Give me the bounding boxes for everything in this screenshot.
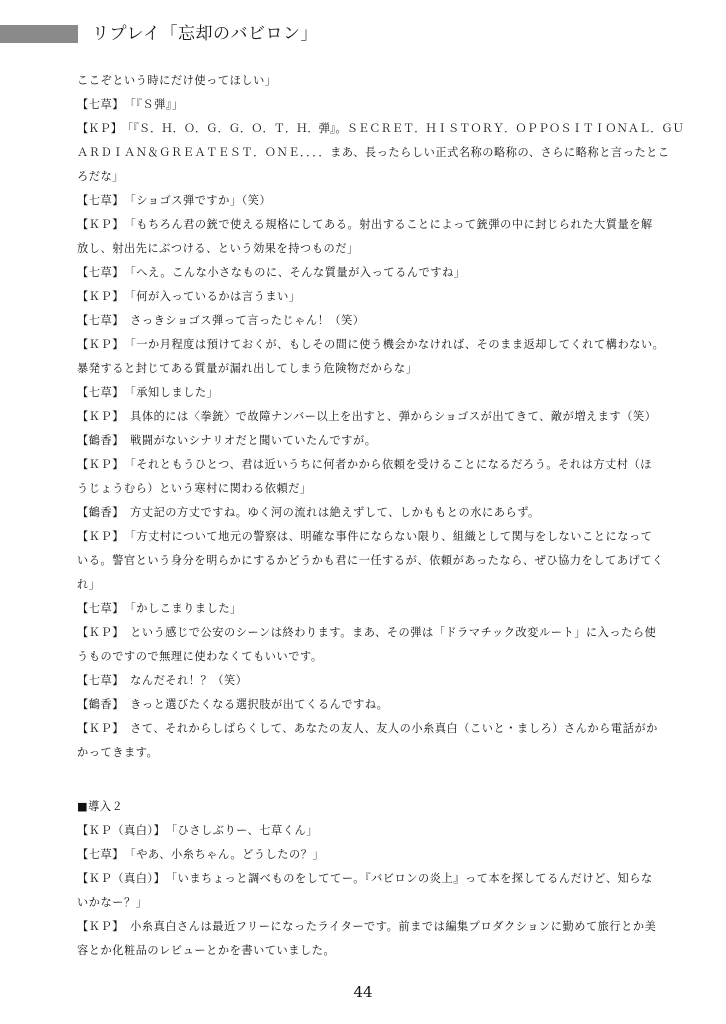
- text-line: 【ＫＰ】 「もちろん君の銃で使える規格にしてある。射出することによって銃弾の中に封じられた大質量を解: [77, 218, 653, 231]
- text-line: 【七草】 なんだそれ！？（笑）: [77, 674, 248, 687]
- text-line: 【七草】 「へえ。こんな小さなものに、そんな質量が入ってるんですね」: [77, 266, 466, 279]
- text-line: 【ＫＰ】 「方丈村について地元の警察は、明確な事件にならない限り、組織として関与をしないことになって: [77, 530, 653, 543]
- text-line: 【ＫＰ】 「何が入っているかは言うまい」: [77, 290, 301, 303]
- page-number: 44: [353, 983, 373, 1001]
- text-line: かってきます。: [77, 746, 159, 759]
- text-line: 【ＫＰ】 という感じで公安のシーンは終わります。まあ、その弾は「ドラマチック改変ルート」に入ったら使: [77, 626, 657, 639]
- text-line: 【七草】 「ショゴス弾ですか」（笑）: [77, 194, 272, 207]
- text-line: 【七草】 さっきショゴス弾って言ったじゃん！（笑）: [77, 314, 365, 327]
- text-line: 【ＫＰ】 具体的には〈拳銃〉で故障ナンバー以上を出すと、弾からショゴスが出てきて、敵が増えます（笑）: [77, 410, 657, 423]
- text-line: れ」: [77, 578, 101, 591]
- text-line: 【鶴香】 方丈記の方丈ですね。ゆく河の流れは絶えずして、しかももとの水にあらず。: [77, 506, 540, 519]
- text-line: 【七草】 「やあ、小糸ちゃん。どうしたの？」: [77, 848, 325, 861]
- text-line: 【ＫＰ】 さて、それからしばらくして、あなたの友人、友人の小糸真白（こいと・ましろ）さんから電話がか: [77, 722, 658, 735]
- text-line: 【七草】 「かしこまりました」: [77, 602, 242, 615]
- text-line: 【ＫＰ】 「『Ｓ．Ｈ．Ｏ．Ｇ．Ｇ．Ｏ．Ｔ．Ｈ．弾』。ＳＥＣＲＥＴ．ＨＩＳＴＯＲＹ．ＯＰＰＯＳＩＴＩＯＮＡＬ．ＧＵ: [77, 122, 684, 135]
- text-line: 【七草】 「承知しました」: [77, 386, 219, 399]
- header-accent-bar: [0, 25, 78, 43]
- text-line: 容とか化粧品のレビューとかを書いていました。: [77, 944, 336, 957]
- text-line: ここぞという時にだけ使ってほしい」: [77, 74, 277, 87]
- text-line: ろだな」: [77, 170, 124, 183]
- text-line: 暴発すると封じてある質量が漏れ出してしまう危険物だからな」: [77, 362, 418, 375]
- text-line: 【ＫＰ】 小糸真白さんは最近フリーになったライターです。前までは編集プロダクションに勤めて旅行とか美: [77, 920, 657, 933]
- text-line: うものですので無理に使わなくてもいいです。: [77, 650, 323, 663]
- text-line: 【ＫＰ】 「それともうひとつ、君は近いうちに何者かから依頼を受けることになるだろう。それは方丈村（ほ: [77, 458, 653, 471]
- text-line: 【七草】 「『Ｓ弾』」: [77, 98, 184, 111]
- text-line: 【ＫＰ（真白）】 「いまちょっと調べものをしててー。『バビロンの炎上』って本を探してるんだけど、知らな: [77, 872, 653, 885]
- section-heading: ■導入２: [77, 800, 124, 813]
- text-line: 【鶴香】 きっと選びたくなる選択肢が出てくるんですね。: [77, 698, 389, 711]
- text-line: 放し、射出先にぶつける、という効果を持つものだ」: [77, 242, 359, 255]
- text-line: いる。警官という身分を明らかにするかどうかも君に一任するが、依頼があったなら、ぜひ協力をしてあげてく: [77, 554, 664, 567]
- text-line: うじょうむら）という寒村に関わる依頼だ」: [77, 482, 312, 495]
- text-line: 【鶴香】 戦闘がないシナリオだと聞いていたんですが。: [77, 434, 377, 447]
- text-line: 【ＫＰ（真白）】 「ひさしぶりー、七草くん」: [77, 824, 318, 837]
- text-line: いかなー？」: [77, 896, 148, 909]
- text-line: ＡＲＤＩＡＮ＆ＧＲＥＡＴＥＳＴ．ＯＮＥ．．．．まあ、長ったらしい正式名称の略称の、さらに略称と言ったとこ: [77, 146, 670, 159]
- text-line: 【ＫＰ】 「一か月程度は預けておくが、もしその間に使う機会かなければ、そのまま返却してくれて構わない。: [77, 338, 665, 351]
- page-title: リプレイ「忘却のバビロン」: [92, 24, 318, 44]
